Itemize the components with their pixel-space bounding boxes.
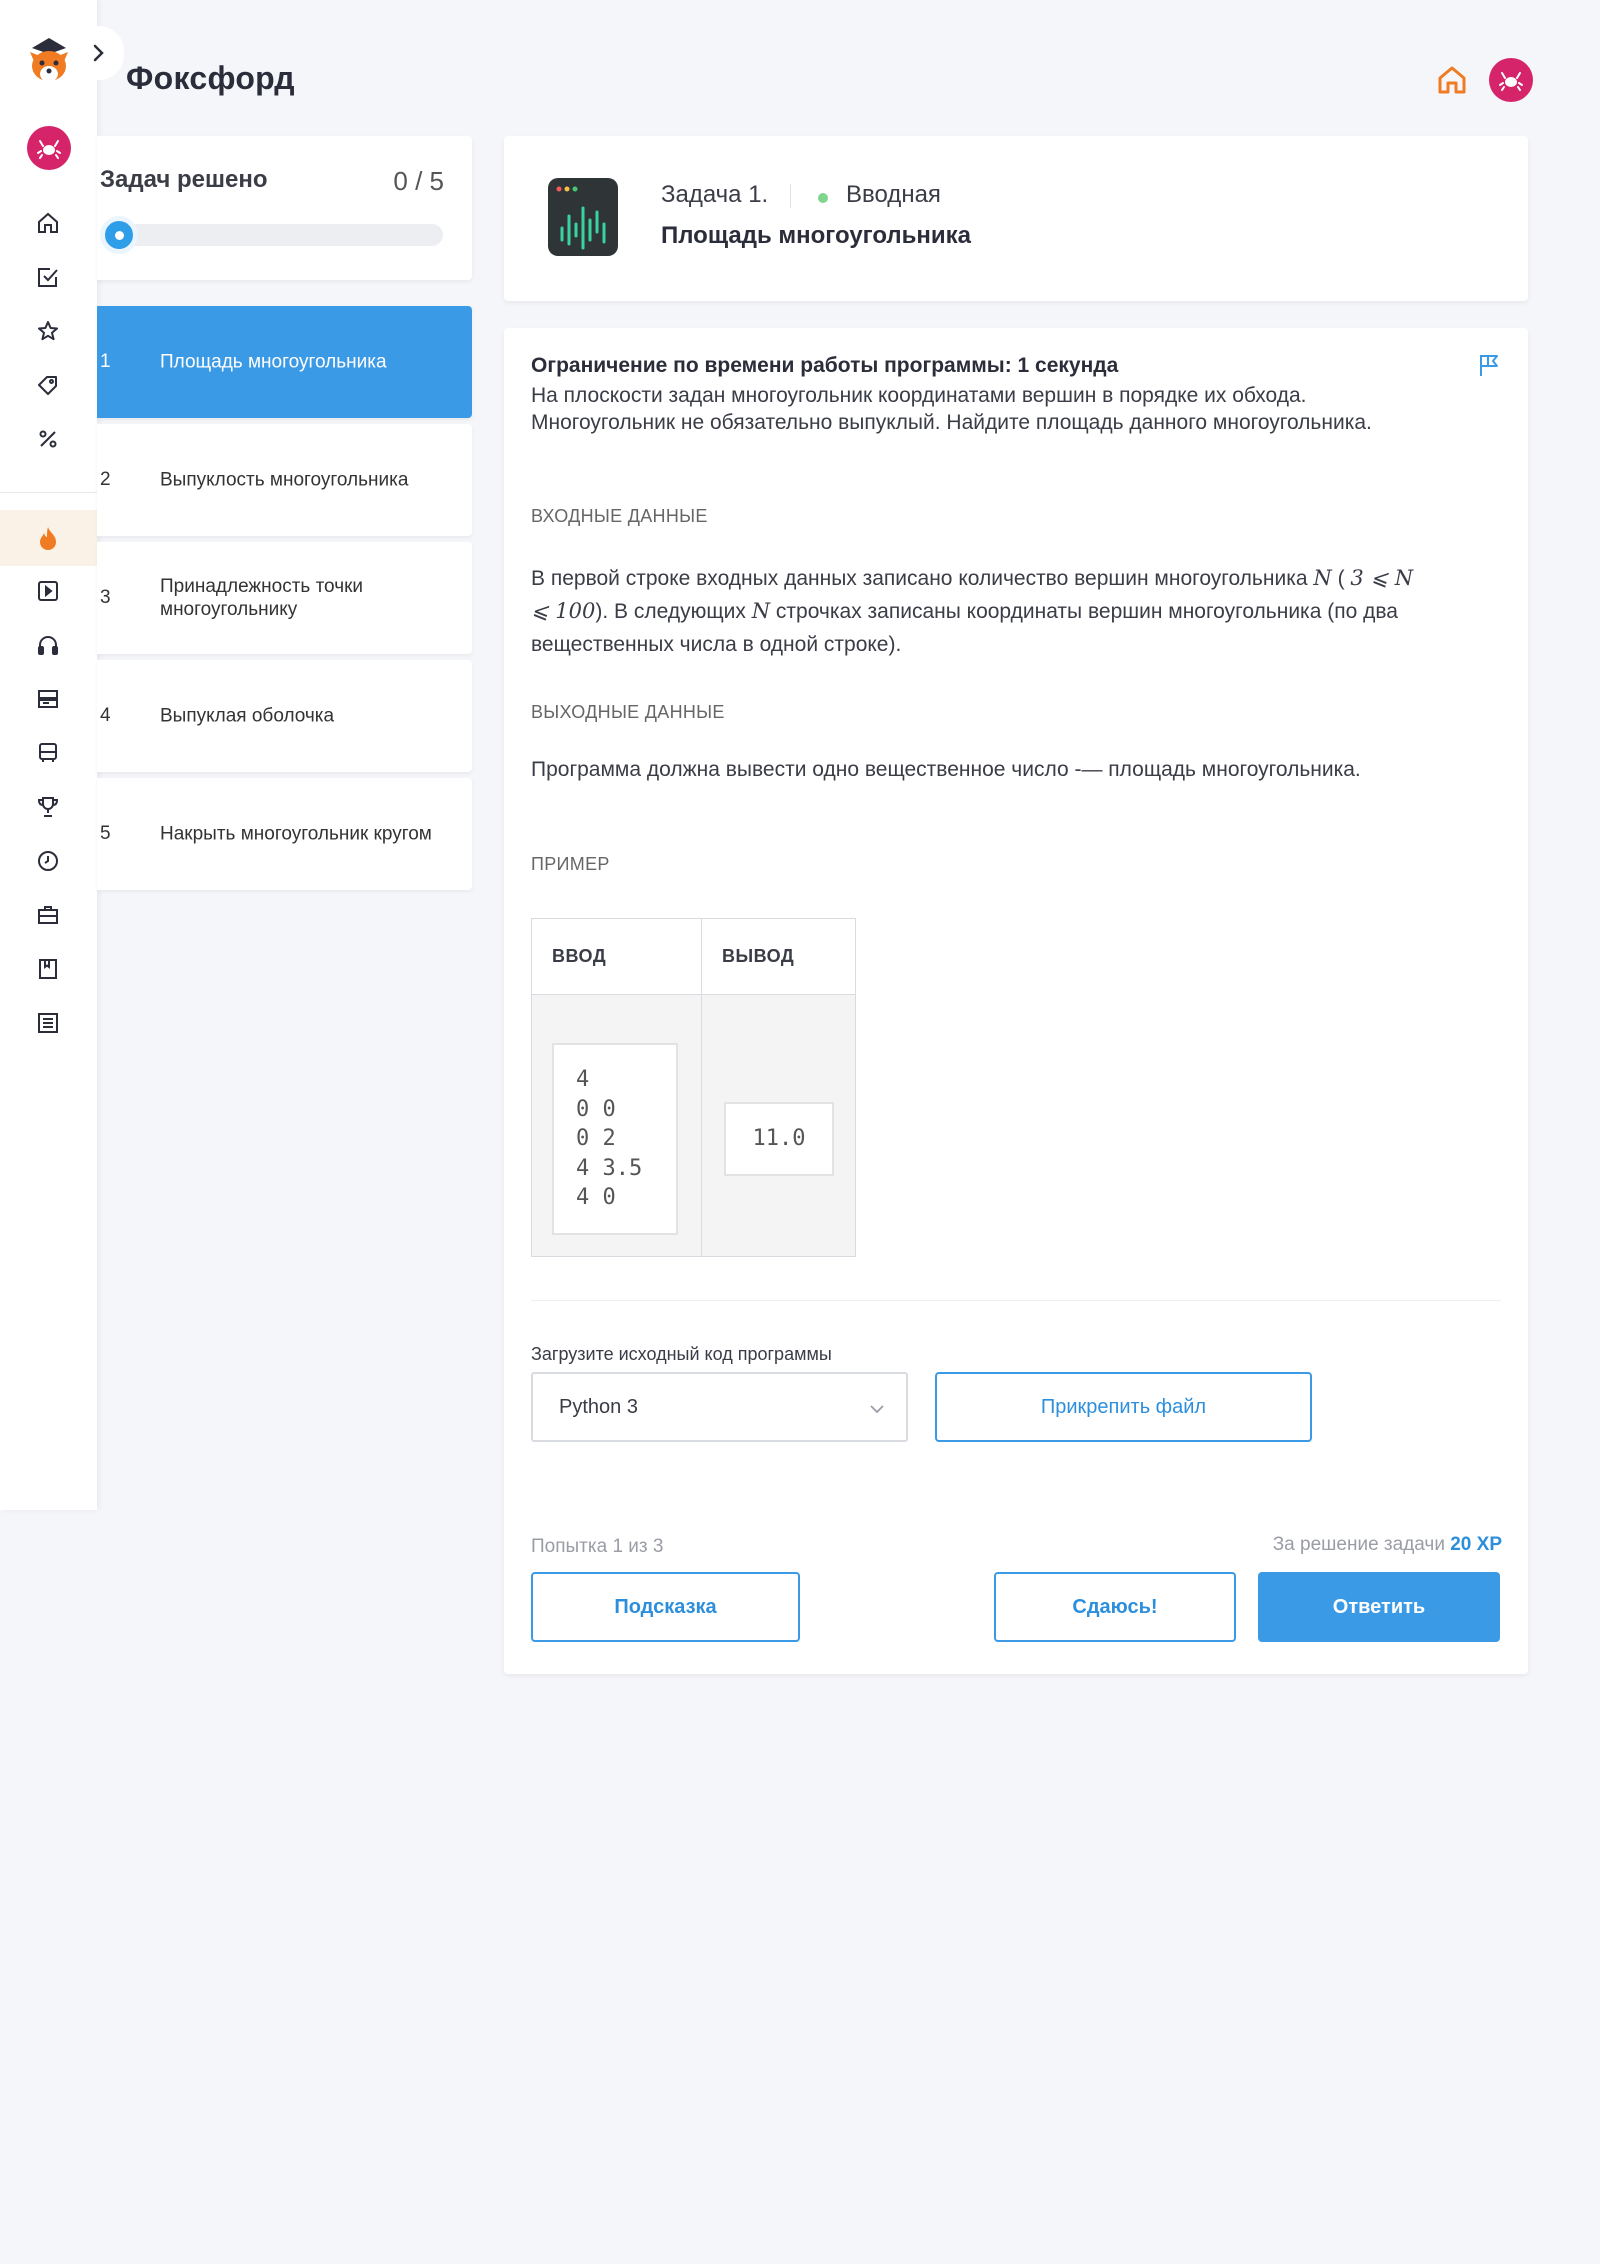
percent-icon[interactable] <box>33 424 63 454</box>
task-statement <box>504 328 1528 1674</box>
example-output-header: ВЫВОД <box>702 919 855 995</box>
example-input-cell <box>532 995 701 1256</box>
task-item-1[interactable] <box>97 306 472 418</box>
sidebar-expand-button[interactable] <box>74 26 124 80</box>
bus-icon[interactable] <box>33 738 63 768</box>
reward-value: 20 XP <box>1450 1534 1502 1555</box>
hint-button[interactable]: Подсказка <box>531 1572 800 1642</box>
star-icon[interactable] <box>33 316 63 346</box>
example-output-column <box>702 919 855 1256</box>
task-level: Вводная <box>846 181 941 208</box>
progress-count: 0 / 5 <box>393 166 444 196</box>
foxford-logo[interactable] <box>26 34 72 86</box>
task-title: Принадлежность точки многоугольнику <box>160 576 364 620</box>
task-item-4[interactable] <box>97 660 472 772</box>
layers-icon[interactable] <box>33 684 63 714</box>
avatar[interactable] <box>27 126 71 170</box>
task-number: 4 <box>100 705 111 726</box>
progress-label: Задач решено <box>100 166 268 193</box>
task-title: Выпуклая оболочка <box>160 705 335 727</box>
check-square-icon[interactable] <box>33 262 63 292</box>
task-item-2[interactable] <box>97 424 472 536</box>
fire-icon[interactable] <box>33 523 63 553</box>
task-number: 3 <box>100 587 111 608</box>
example-table <box>531 918 856 1257</box>
math-range: 3 ⩽ N ⩽ 100 <box>531 566 1414 623</box>
input-paren: ( <box>1331 567 1345 590</box>
book-icon[interactable] <box>33 954 63 984</box>
example-output-value: 11.0 <box>724 1102 834 1176</box>
home-icon[interactable] <box>33 208 63 238</box>
example-input-header: ВВОД <box>532 919 701 995</box>
example-heading: ПРИМЕР <box>531 854 610 874</box>
example-output-cell <box>702 995 855 1256</box>
tag-icon[interactable] <box>33 370 63 400</box>
briefcase-icon[interactable] <box>33 900 63 930</box>
input-description <box>531 562 1431 661</box>
rail-divider <box>0 492 97 493</box>
task-title: Накрыть многоугольник кругом <box>160 823 432 845</box>
trophy-icon[interactable] <box>33 792 63 822</box>
reward-info <box>1273 1534 1502 1556</box>
sidebar-rail <box>0 0 97 1510</box>
reward-text: За решение задачи <box>1272 1534 1445 1555</box>
math-var-n: N <box>751 599 771 623</box>
attach-file-button[interactable]: Прикрепить файл <box>935 1372 1312 1442</box>
task-number: 1 <box>100 351 111 372</box>
input-text-2: ). В следующих <box>595 600 746 623</box>
chevron-right-icon <box>92 43 106 63</box>
attempt-counter: Попытка 1 из 3 <box>531 1536 664 1557</box>
section-divider <box>531 1300 1501 1301</box>
example-input-column <box>532 919 702 1256</box>
output-heading: ВЫХОДНЫЕ ДАННЫЕ <box>531 702 725 722</box>
progress-card <box>97 136 472 280</box>
task-header <box>504 136 1528 301</box>
home-icon[interactable] <box>1436 64 1468 96</box>
language-value: Python 3 <box>559 1395 638 1418</box>
task-description: На плоскости задан многоугольник координатами вершин в порядке их обхода. Многоугольник не обязательно выпуклый. Найдите площадь данного многоугольника. <box>531 384 1372 434</box>
answer-button[interactable]: Ответить <box>1258 1572 1500 1642</box>
give-up-button[interactable]: Сдаюсь! <box>994 1572 1236 1642</box>
progress-track <box>100 224 443 246</box>
task-list <box>97 306 472 896</box>
crab-icon <box>1499 69 1523 91</box>
upload-label: Загрузите исходный код программы <box>531 1344 832 1364</box>
task-number: 2 <box>100 469 111 490</box>
input-heading: ВХОДНЫЕ ДАННЫЕ <box>531 506 708 526</box>
task-item-3[interactable] <box>97 542 472 654</box>
terminal-icon <box>548 178 618 256</box>
avatar[interactable] <box>1489 58 1533 102</box>
flag-icon[interactable] <box>1476 352 1502 378</box>
task-title: Выпуклость многоугольника <box>160 469 409 491</box>
language-select[interactable] <box>531 1372 908 1442</box>
input-text-3: строчках записаны координаты вершин многоугольника (по два вещественных числа в одной строке). <box>531 600 1398 656</box>
task-number: 5 <box>100 823 111 844</box>
task-number-label: Задача 1. <box>661 181 769 208</box>
play-icon[interactable] <box>33 576 63 606</box>
page-title: Фоксфорд <box>126 60 295 96</box>
example-input-value: 4 0 0 0 2 4 3.5 4 0 <box>552 1043 678 1235</box>
progress-knob <box>100 216 138 254</box>
headphones-icon[interactable] <box>33 630 63 660</box>
task-name: Площадь многоугольника <box>661 222 972 249</box>
output-description: Программа должна вывести одно вещественное число -— площадь многоугольника. <box>531 758 1361 781</box>
task-item-5[interactable] <box>97 778 472 890</box>
math-var-n: N <box>1313 566 1332 590</box>
header-separator <box>790 184 791 208</box>
list-icon[interactable] <box>33 1008 63 1038</box>
task-title: Площадь многоугольника <box>160 351 387 373</box>
level-dot <box>818 193 828 203</box>
input-text-1: В первой строке входных данных записано количество вершин многоугольника <box>531 567 1308 590</box>
crab-icon <box>37 137 61 159</box>
chevron-down-icon <box>868 1400 886 1418</box>
clock-icon[interactable] <box>33 846 63 876</box>
time-limit: Ограничение по времени работы программы: 1 секунда <box>531 354 1119 377</box>
